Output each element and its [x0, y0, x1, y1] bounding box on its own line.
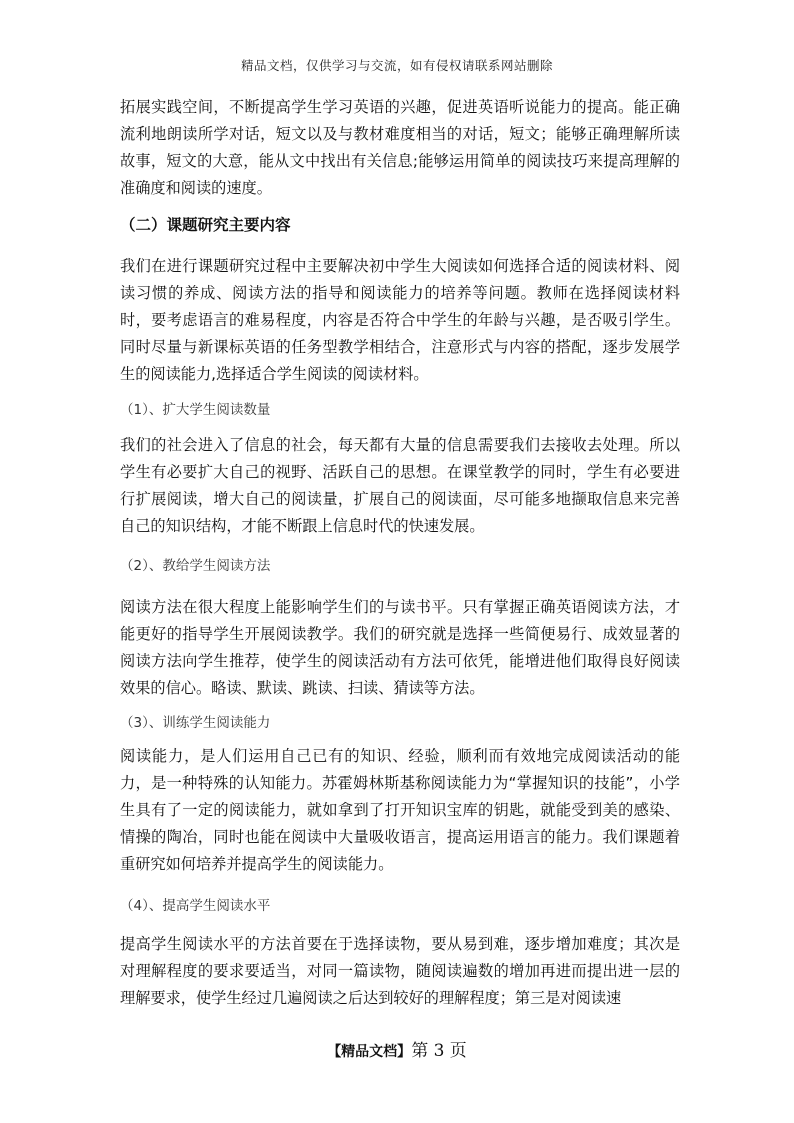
item1-body: 我们的社会进入了信息的社会，每天都有大量的信息需要我们去接收去处理。所以学生有必要扩大自己的视野、活跃自己的思想。在课堂教学的同时，学生有必要进行扩展阅读，增大自己的阅读量，扩展自己的阅读面，尽可能多地撷取信息来完善自己的知识结构，才能不断跟上信息时代的快速发展。	[120, 436, 680, 535]
intro-paragraph: 拓展实践空间，不断提高学生学习英语的兴趣，促进英语听说能力的提高。能正确流利地朗读所学对话，短文以及与教材难度相当的对话，短文；能够正确理解所读故事，短文的大意，能从文中找出有关信息;能够运用简单的阅读技巧来提高理解的准确度和阅读的速度。	[120, 98, 680, 197]
footer-tag: 【精品文档】	[327, 1044, 412, 1060]
page-footer	[0, 1036, 794, 1061]
item1-title: （1）、扩大学生阅读数量	[120, 402, 271, 418]
section-body-paragraph: 我们在进行课题研究过程中主要解决初中学生大阅读如何选择合适的阅读材料、阅读习惯的养成、阅读方法的指导和阅读能力的培养等问题。教师在选择阅读材料时，要考虑语言的难易程度，内容是否符合中学生的年龄与兴趣，是否吸引学生。同时尽量与新课标英语的任务型教学相结合，注意形式与内容的搭配，逐步发展学生的阅读能力,选择适合学生阅读的阅读材料。	[120, 257, 680, 383]
page-header: 精品文档，仅供学习与交流，如有侵权请联系网站删除	[240, 58, 553, 73]
item2-title: （2）、教给学生阅读方法	[120, 558, 271, 574]
item3-body: 阅读能力，是人们运用自己已有的知识、经验，顺利而有效地完成阅读活动的能力，是一种特殊的认知能力。苏霍姆林斯基称阅读能力为“掌握知识的技能”，小学生具有了一定的阅读能力，就如拿到了打开知识宝库的钥匙，就能受到美的感染、情操的陶冶，同时也能在阅读中大量吸收语言，提高运用语言的能力。我们课题着重研究如何培养并提高学生的阅读能力。	[120, 747, 680, 873]
item2-body: 阅读方法在很大程度上能影响学生们的与读书平。只有掌握正确英语阅读方法，才能更好的指导学生开展阅读教学。我们的研究就是选择一些简便易行、成效显著的阅读方法向学生推荐，使学生的阅读活动有方法可依凭，能增进他们取得良好阅读效果的信心。略读、默读、跳读、扫读、猜读等方法。	[120, 598, 680, 697]
item4-title: （4）、提高学生阅读水平	[120, 898, 271, 914]
page-number: 第 3 页	[411, 1041, 467, 1061]
item3-title: （3）、训练学生阅读能力	[120, 715, 271, 731]
item4-body: 提高学生阅读水平的方法首要在于选择读物，要从易到难，逐步增加难度；其次是对理解程度的要求要适当，对同一篇读物，随阅读遍数的增加再进而提出进一层的理解要求，使学生经过几遍阅读之后达到较好的理解程度；第三是对阅读速	[120, 935, 680, 1007]
section-heading: （二）课题研究主要内容	[120, 216, 291, 234]
